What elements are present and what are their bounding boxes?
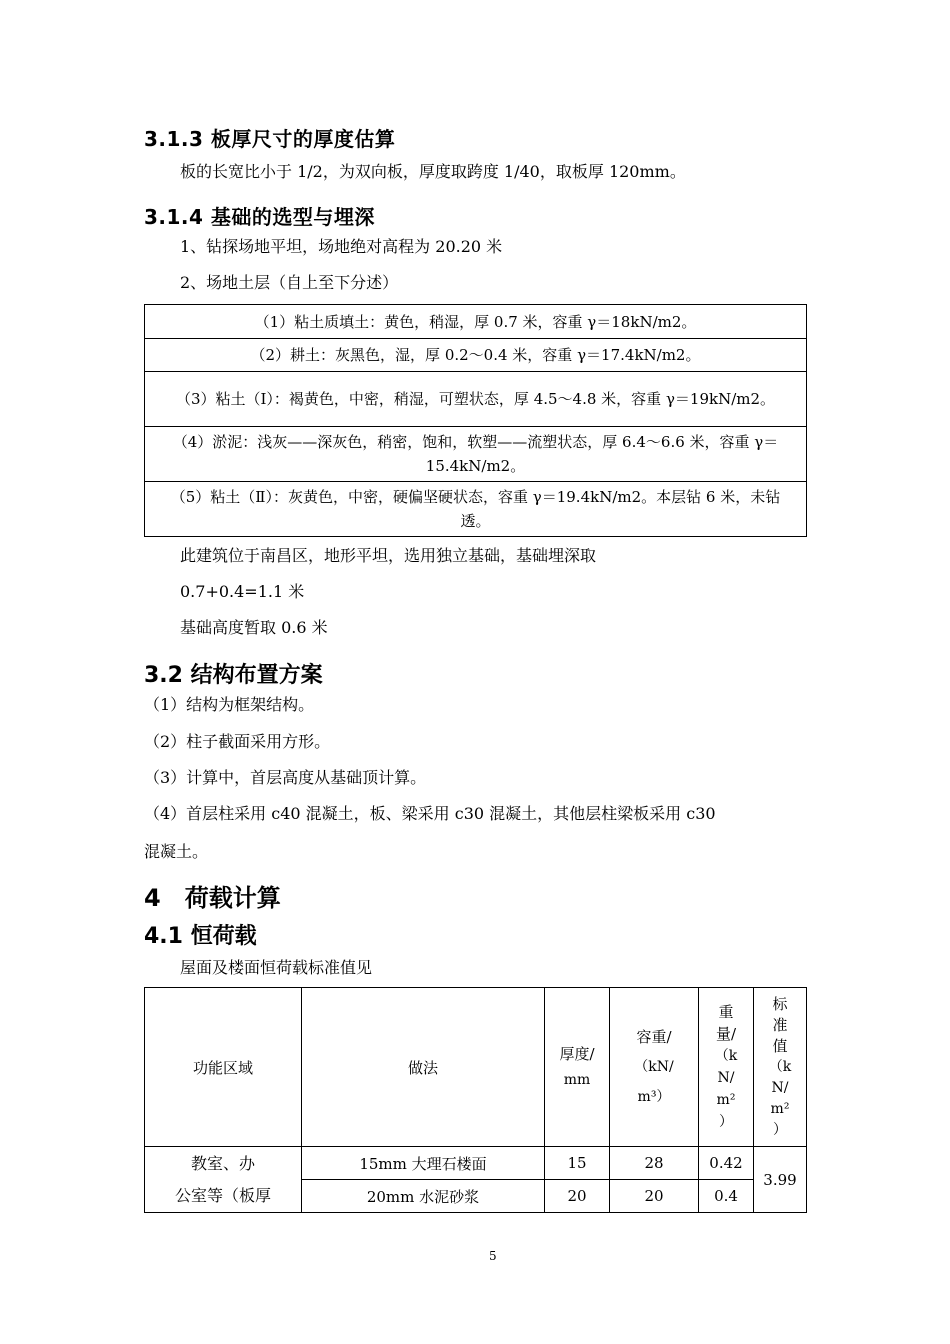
section-3-1-4-heading: 3.1.4 基础的选型与埋深 — [144, 205, 375, 229]
section-3-1-3-text: 板的长宽比小于 1/2，为双向板，厚度取跨度 1/40，取板厚 120mm。 — [180, 162, 686, 181]
density-cell: 20 — [610, 1180, 699, 1213]
chapter-4-heading: 4 荷载计算 — [144, 884, 281, 912]
weight-cell: 0.42 — [699, 1147, 754, 1180]
table-row — [145, 482, 807, 537]
soil-layer-5: （5）粘土（Ⅱ）：灰黄色，中密，硬偏坚硬状态，容重 γ＝19.4kN/m2。本层钻 6 米，未钻透。 — [145, 482, 807, 537]
dead-load-intro: 屋面及楼面恒荷载标准值见 — [180, 958, 373, 977]
thickness-cell: 20 — [545, 1180, 610, 1213]
table-header-row — [145, 988, 807, 1147]
header-area: 功能区域 — [145, 988, 302, 1147]
structure-item-4-cont: 混凝土。 — [144, 842, 209, 861]
standard-value-cell: 3.99 — [754, 1147, 807, 1213]
structure-item-2: （2）柱子截面采用方形。 — [144, 732, 331, 751]
site-item-2: 2、场地土层（自上至下分述） — [180, 273, 399, 292]
soil-layer-1: （1）粘土质填土：黄色，稍湿，厚 0.7 米，容重 γ＝18kN/m2。 — [145, 305, 807, 339]
soil-layer-3: （3）粘土（Ⅰ）：褐黄色，中密，稍湿，可塑状态，厚 4.5～4.8 米，容重 γ＝19kN/m2。 — [145, 372, 807, 427]
foundation-text-2: 0.7+0.4=1.1 米 — [180, 582, 305, 601]
site-item-1: 1、钻探场地平坦，场地绝对高程为 20.20 米 — [180, 237, 503, 256]
soil-layers-table — [144, 304, 807, 537]
structure-item-3: （3）计算中，首层高度从基础顶计算。 — [144, 768, 427, 787]
soil-layer-2: （2）耕土：灰黑色，湿，厚 0.2～0.4 米，容重 γ＝17.4kN/m2。 — [145, 339, 807, 372]
weight-cell: 0.4 — [699, 1180, 754, 1213]
foundation-text-1: 此建筑位于南昌区，地形平坦，选用独立基础，基础埋深取 — [180, 546, 597, 565]
soil-layer-4: （4）淤泥：浅灰——深灰色，稍密，饱和，软塑——流塑状态，厚 6.4～6.6 米，容重 γ＝15.4kN/m2。 — [145, 427, 807, 482]
method-cell: 20mm 水泥砂浆 — [302, 1180, 545, 1213]
table-row — [145, 1147, 807, 1180]
density-cell: 28 — [610, 1147, 699, 1180]
section-4-1-heading: 4.1 恒荷载 — [144, 924, 257, 949]
section-3-1-3-heading: 3.1.3 板厚尺寸的厚度估算 — [144, 127, 396, 151]
page-number: 5 — [489, 1249, 497, 1263]
dead-load-table — [144, 987, 807, 1213]
header-density: 容重/ （kN/ m³） — [610, 988, 699, 1147]
header-method: 做法 — [302, 988, 545, 1147]
area-cell: 教室、办 公室等（板厚 — [145, 1147, 302, 1213]
method-cell: 15mm 大理石楼面 — [302, 1147, 545, 1180]
section-3-2-heading: 3.2 结构布置方案 — [144, 663, 323, 688]
foundation-text-3: 基础高度暂取 0.6 米 — [180, 618, 328, 637]
structure-item-1: （1）结构为框架结构。 — [144, 695, 315, 714]
table-row — [145, 427, 807, 482]
table-row — [145, 372, 807, 427]
table-row — [145, 305, 807, 339]
header-standard: 标 准 值 （k N/ m² ） — [754, 988, 807, 1147]
structure-item-4: （4）首层柱采用 c40 混凝土，板、梁采用 c30 混凝土，其他层柱梁板采用 c30 — [144, 804, 716, 823]
thickness-cell: 15 — [545, 1147, 610, 1180]
header-thickness: 厚度/ mm — [545, 988, 610, 1147]
table-row — [145, 339, 807, 372]
header-weight: 重 量/ （k N/ m² ） — [699, 988, 754, 1147]
